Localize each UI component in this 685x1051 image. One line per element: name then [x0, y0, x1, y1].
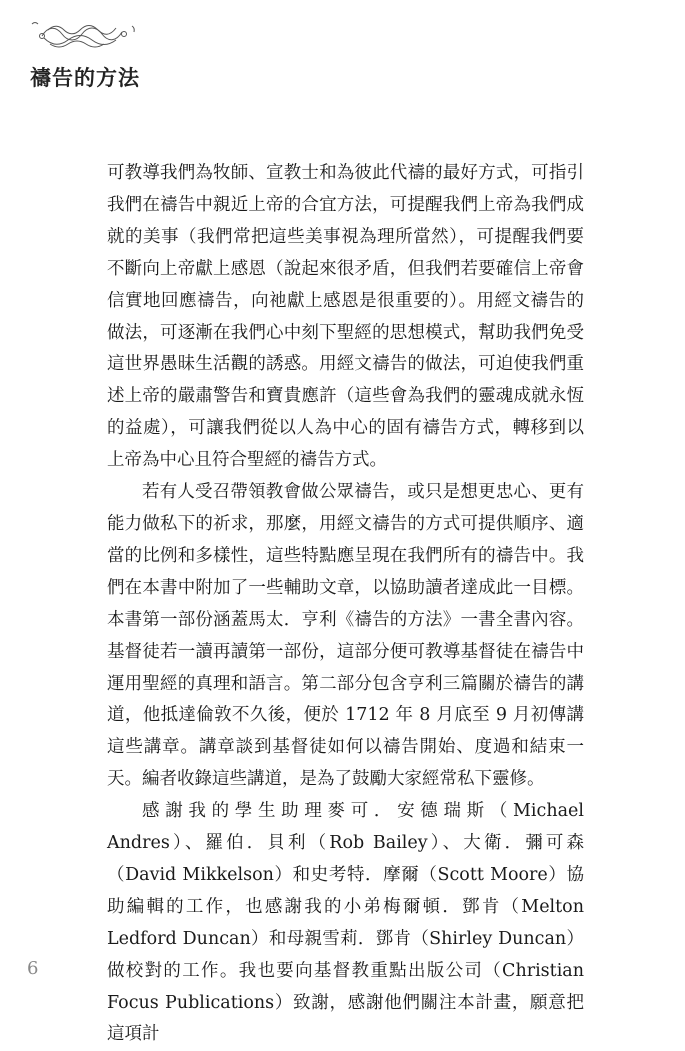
paragraph-3: 感謝我的學生助理麥可．安德瑞斯（Michael Andres）、羅伯．貝利（Rob Bailey）、大衛．彌可森（David Mikkelson）和史考特．摩爾（Scott Moore）協助編輯的工作，也感謝我的小弟梅爾頓．鄧肯（Melton Ledford Duncan）和母親雪莉．鄧肯（Shirley Duncan）做校對的工作。我也要向基督教重點出版公司（Christian Focus Publications）致謝，感謝他們關注本計畫，願意把這項計: [107, 801, 584, 1045]
page-number: 6: [27, 958, 39, 979]
paragraph-2: 若有人受召帶領教會做公眾禱告，或只是想更忠心、更有能力做私下的祈求，那麼，用經文禱告的方式可提供順序、適當的比例和多樣性，這些特點應呈現在我們所有的禱告中。我們在本書中附加了一些輔助文章，以協助讀者達成此一目標。本書第一部份涵蓋馬太．亨利《禱告的方法》一書全書內容。基督徒若一讀再讀第一部份，這部分便可教導基督徒在禱告中運用聖經的真理和語言。第二部分包含亨利三篇關於禱告的講道，他抵達倫敦不久後，便於 1712 年 8 月底至 9 月初傳講這些講章。講章談到基督徒如何以禱告開始、度過和結束一天。編者收錄這些講道，是為了鼓勵大家經常私下靈修。: [107, 482, 584, 790]
flourish-ornament-icon: [28, 18, 140, 54]
running-head-title: 禱告的方法: [30, 65, 140, 90]
paragraph-1: 可教導我們為牧師、宣教士和為彼此代禱的最好方式，可指引我們在禱告中親近上帝的合宜方法，可提醒我們上帝為我們成就的美事（我們常把這些美事視為理所當然），可提醒我們要不斷向上帝獻上感恩（說起來很矛盾，但我們若要確信上帝會信實地回應禱告，向祂獻上感恩是很重要的）。用經文禱告的做法，可逐漸在我們心中刻下聖經的思想模式，幫助我們免受這世界愚昧生活觀的誘惑。用經文禱告的做法，可迫使我們重述上帝的嚴肅警告和寶貴應許（這些會為我們的靈魂成就永恆的益處），可讓我們從以人為中心的固有禱告方式，轉移到以上帝為中心且符合聖經的禱告方式。: [107, 163, 584, 471]
body-text: [107, 158, 584, 1051]
